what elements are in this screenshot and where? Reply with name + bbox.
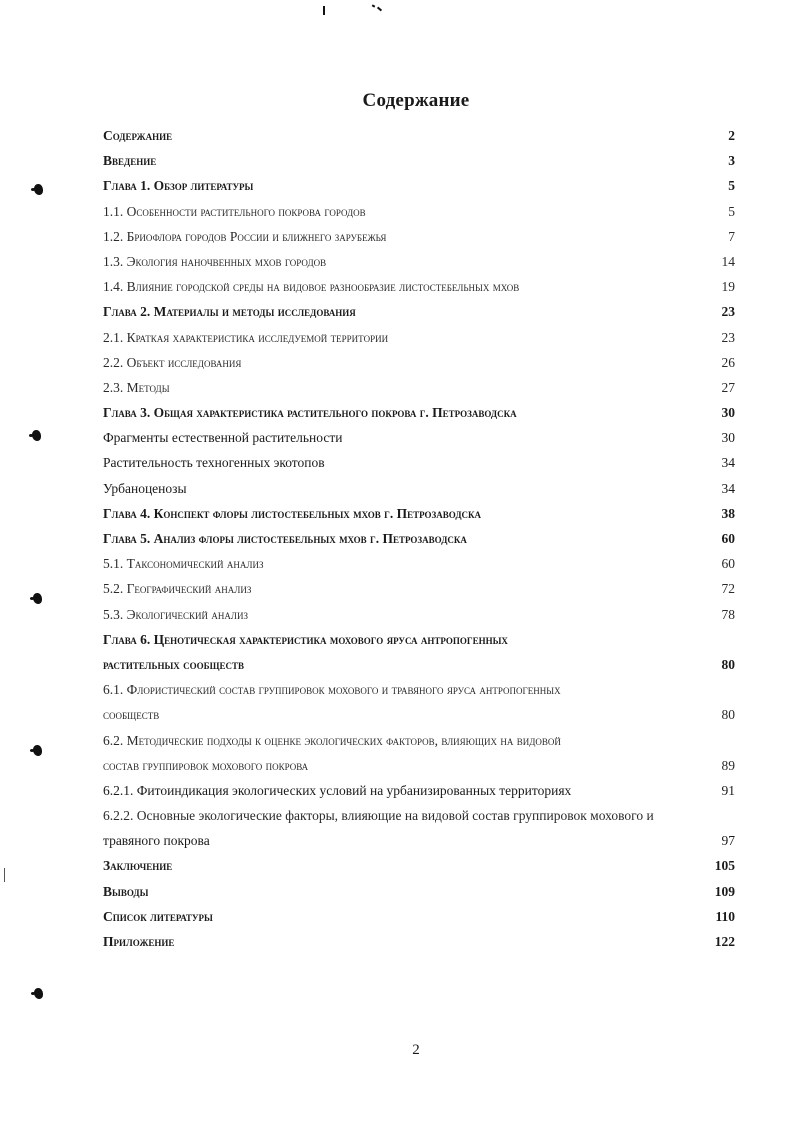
toc-entry-title: Глава 2. Материалы и методы исследования bbox=[103, 304, 356, 320]
toc-entry[interactable] bbox=[103, 375, 735, 400]
toc-entry-title: 1.4. Влияние городской среды на видовое разнообразие листостебельных мхов bbox=[103, 279, 520, 295]
toc-entry-title: Глава 3. Общая характеристика растительного покрова г. Петрозаводска bbox=[103, 405, 517, 421]
toc-entry-title: сообществ bbox=[103, 707, 160, 723]
toc-entry-page: 3 bbox=[728, 153, 735, 169]
toc-entry-title: Глава 6. Ценотическая характеристика мохового яруса антропогенных bbox=[103, 631, 508, 647]
toc-entry[interactable] bbox=[103, 853, 735, 878]
toc-entry[interactable] bbox=[103, 702, 735, 727]
toc-entry-page: 23 bbox=[721, 329, 735, 345]
toc-entry-title: состав группировок мохового покрова bbox=[103, 757, 309, 773]
table-of-contents bbox=[103, 123, 735, 954]
toc-entry-page: 27 bbox=[721, 379, 735, 395]
toc-entry-page: 14 bbox=[721, 253, 735, 269]
hole-punch-blot-5 bbox=[34, 988, 43, 999]
toc-entry-page: 26 bbox=[721, 354, 735, 370]
toc-entry-page: 2 bbox=[728, 128, 735, 143]
toc-entry-title: 6.2. Методические подходы к оценке экологических факторов, влияющих на видовой bbox=[103, 732, 561, 748]
toc-entry[interactable] bbox=[103, 173, 735, 198]
toc-entry-title: Список литературы bbox=[103, 908, 213, 924]
toc-entry-page: 122 bbox=[714, 934, 735, 949]
toc-entry-page: 38 bbox=[721, 505, 735, 521]
toc-entry-title: Введение bbox=[103, 153, 157, 169]
toc-entry-page: 105 bbox=[714, 858, 735, 874]
toc-entry[interactable] bbox=[103, 526, 735, 551]
page-number: 2 bbox=[412, 1042, 420, 1058]
toc-entry-page: 5 bbox=[728, 203, 735, 219]
toc-entry-page: 80 bbox=[721, 656, 735, 672]
toc-entry-page: 19 bbox=[721, 279, 735, 295]
toc-entry-page: 7 bbox=[728, 228, 735, 244]
toc-entry-title: 2.3. Методы bbox=[103, 379, 170, 395]
toc-entry-page: 34 bbox=[721, 480, 735, 496]
toc-entry[interactable] bbox=[103, 677, 735, 702]
scan-mark-top-3 bbox=[377, 7, 382, 12]
toc-entry[interactable] bbox=[103, 224, 735, 249]
toc-entry-title: 5.1. Таксономический анализ bbox=[103, 556, 264, 572]
toc-entry-page: 30 bbox=[721, 405, 735, 421]
hole-punch-blot-4 bbox=[33, 745, 42, 756]
toc-entry[interactable] bbox=[103, 828, 735, 853]
toc-entry[interactable] bbox=[103, 627, 735, 652]
toc-entry-page: 30 bbox=[721, 430, 735, 446]
scan-mark-top-2 bbox=[372, 4, 376, 7]
toc-entry-title: Содержание bbox=[103, 128, 173, 143]
toc-entry-page: 60 bbox=[721, 556, 735, 572]
toc-entry-title: 1.3. Экология наночвенных мхов городов bbox=[103, 253, 327, 269]
toc-entry[interactable] bbox=[103, 476, 735, 501]
toc-entry[interactable] bbox=[103, 450, 735, 475]
toc-entry[interactable] bbox=[103, 400, 735, 425]
toc-entry[interactable] bbox=[103, 728, 735, 753]
hole-punch-blot-3 bbox=[33, 593, 42, 604]
toc-entry-page: 78 bbox=[721, 606, 735, 622]
toc-entry[interactable] bbox=[103, 249, 735, 274]
scan-mark-top-1 bbox=[323, 6, 325, 15]
toc-entry[interactable] bbox=[103, 501, 735, 526]
toc-entry[interactable] bbox=[103, 148, 735, 173]
toc-entry[interactable] bbox=[103, 803, 735, 828]
toc-entry[interactable] bbox=[103, 350, 735, 375]
toc-entry-title: растительных сообществ bbox=[103, 656, 244, 672]
toc-entry[interactable] bbox=[103, 123, 735, 148]
toc-entry-title: 6.1. Флористический состав группировок мохового и травяного яруса антропогенных bbox=[103, 682, 561, 698]
toc-entry[interactable] bbox=[103, 602, 735, 627]
toc-entry-title: Глава 4. Конспект флоры листостебельных мхов г. Петрозаводска bbox=[103, 505, 482, 521]
toc-entry-page: 5 bbox=[728, 178, 735, 194]
toc-entry[interactable] bbox=[103, 274, 735, 299]
toc-entry[interactable] bbox=[103, 753, 735, 778]
toc-entry[interactable] bbox=[103, 778, 735, 803]
toc-entry-title: 2.2. Объект исследования bbox=[103, 354, 242, 370]
toc-entry-page: 80 bbox=[721, 707, 735, 723]
toc-entry[interactable] bbox=[103, 425, 735, 450]
toc-entry-title: Глава 5. Анализ флоры листостебельных мхов г. Петрозаводска bbox=[103, 531, 467, 546]
toc-entry-page: 91 bbox=[721, 782, 735, 798]
toc-entry[interactable] bbox=[103, 551, 735, 576]
toc-entry-page: 89 bbox=[721, 757, 735, 773]
toc-entry-title: Заключение bbox=[103, 858, 173, 874]
toc-entry-title: Приложение bbox=[103, 934, 175, 949]
toc-entry-page: 109 bbox=[714, 883, 735, 899]
toc-entry[interactable] bbox=[103, 576, 735, 601]
toc-entry[interactable] bbox=[103, 199, 735, 224]
toc-entry-title: Урбаноценозы bbox=[103, 480, 187, 496]
toc-entry[interactable] bbox=[103, 325, 735, 350]
toc-entry-page: 34 bbox=[721, 455, 735, 471]
hole-punch-blot-1 bbox=[34, 184, 43, 195]
toc-entry-title: 5.3. Экологический анализ bbox=[103, 606, 249, 622]
toc-entry-title: 1.1. Особенности растительного покрова городов bbox=[103, 203, 366, 219]
page-title: Содержание bbox=[362, 90, 470, 111]
toc-entry-title: Выводы bbox=[103, 883, 149, 899]
toc-entry-title: 6.2.2. Основные экологические факторы, влияющие на видовой состав группировок мохового и bbox=[103, 808, 654, 824]
toc-entry[interactable] bbox=[103, 299, 735, 324]
toc-entry[interactable] bbox=[103, 879, 735, 904]
toc-entry[interactable] bbox=[103, 929, 735, 954]
toc-entry-page: 23 bbox=[721, 304, 735, 320]
toc-entry[interactable] bbox=[103, 652, 735, 677]
toc-entry[interactable] bbox=[103, 904, 735, 929]
toc-entry-title: Фрагменты естественной растительности bbox=[103, 430, 343, 446]
toc-entry-title: Растительность техногенных экотопов bbox=[103, 455, 325, 471]
scan-mark-left-edge bbox=[4, 868, 5, 882]
toc-entry-page: 110 bbox=[715, 908, 735, 924]
toc-entry-title: 6.2.1. Фитоиндикация экологических условий на урбанизированных территориях bbox=[103, 782, 572, 798]
toc-entry-title: 5.2. Географический анализ bbox=[103, 581, 252, 597]
toc-entry-title: 2.1. Краткая характеристика исследуемой территории bbox=[103, 329, 389, 345]
toc-entry-page: 72 bbox=[721, 581, 735, 597]
toc-entry-title: травяного покрова bbox=[103, 833, 210, 849]
hole-punch-blot-2 bbox=[32, 430, 41, 441]
toc-entry-page: 60 bbox=[721, 531, 735, 546]
toc-entry-title: Глава 1. Обзор литературы bbox=[103, 178, 254, 194]
toc-entry-title: 1.2. Бриофлора городов России и ближнего зарубежья bbox=[103, 228, 387, 244]
toc-entry-page: 97 bbox=[721, 833, 735, 849]
